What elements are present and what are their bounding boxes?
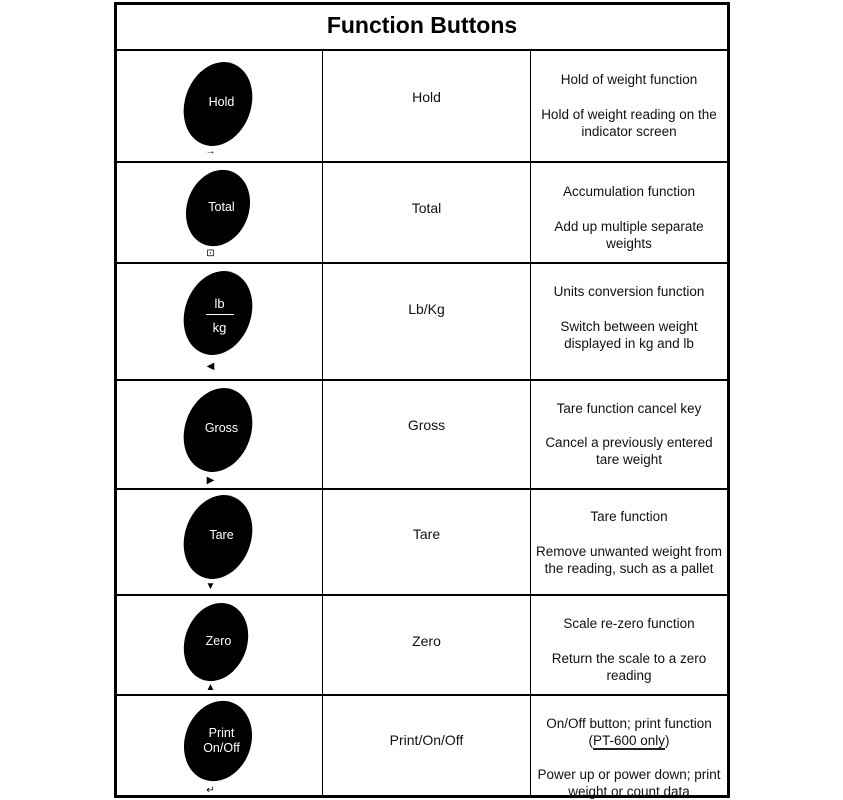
button-icon-cell bbox=[117, 381, 322, 488]
function-name: Lb/Kg bbox=[408, 301, 445, 317]
function-description: Cancel a previously entered tare weight bbox=[545, 435, 713, 467]
name-cell bbox=[323, 696, 530, 798]
description-cell bbox=[531, 696, 727, 798]
button-icon-cell bbox=[117, 51, 322, 161]
table-row-total bbox=[117, 161, 727, 262]
table-row-zero bbox=[117, 594, 727, 694]
table-row-gross bbox=[117, 379, 727, 488]
table-row-tare bbox=[117, 488, 727, 594]
left-triangle-icon: ◀ bbox=[206, 361, 215, 372]
accumulate-icon: ⊡ bbox=[206, 248, 215, 259]
up-triangle-icon: ▲ bbox=[205, 682, 216, 693]
function-name: Hold bbox=[412, 89, 441, 105]
function-description: Switch between weight displayed in kg and lb bbox=[560, 319, 698, 351]
name-cell bbox=[323, 51, 530, 161]
function-name: Tare bbox=[412, 526, 441, 542]
fraction-line bbox=[206, 314, 234, 315]
function-name: Zero bbox=[412, 633, 441, 649]
lbkg-button-icon bbox=[172, 261, 263, 364]
enter-arrow-icon: ↵ bbox=[206, 785, 215, 796]
description-cell bbox=[531, 596, 727, 694]
function-name: Print/On/Off bbox=[389, 732, 464, 748]
kg-label: kg bbox=[212, 320, 227, 335]
table-row-print-on-off bbox=[117, 694, 727, 798]
function-description: Remove unwanted weight from the reading, such as a pallet bbox=[535, 544, 723, 576]
model-note: (PT-600 only) bbox=[588, 733, 670, 748]
on-off-label: On/Off bbox=[203, 741, 240, 755]
button-icon-cell bbox=[117, 490, 322, 594]
right-triangle-icon: ▶ bbox=[206, 475, 215, 486]
print-label: Print bbox=[208, 726, 235, 740]
function-heading: Scale re-zero function bbox=[563, 616, 695, 631]
model-note-text: PT-600 only bbox=[592, 733, 666, 748]
function-heading: Accumulation function bbox=[562, 184, 696, 199]
right-arrow-icon: → bbox=[205, 146, 216, 157]
function-description: Hold of weight reading on the indicator screen bbox=[541, 107, 717, 139]
table-row-lbkg bbox=[117, 262, 727, 379]
button-icon-cell bbox=[117, 264, 322, 379]
name-cell bbox=[323, 264, 530, 379]
function-heading: Hold of weight function bbox=[560, 72, 698, 87]
name-cell bbox=[323, 163, 530, 262]
description-cell bbox=[531, 264, 727, 379]
hold-button-label: Hold bbox=[208, 95, 235, 109]
button-icon-cell bbox=[117, 163, 322, 262]
table-title: Function Buttons bbox=[326, 12, 518, 38]
function-description: Power up or power down; print weight or count data bbox=[537, 767, 721, 799]
name-cell bbox=[323, 381, 530, 488]
function-heading: Units conversion function bbox=[553, 284, 705, 299]
total-button-label: Total bbox=[208, 200, 235, 214]
function-name: Total bbox=[411, 200, 442, 216]
button-icon-cell bbox=[117, 696, 322, 798]
description-cell bbox=[531, 51, 727, 161]
description-cell bbox=[531, 490, 727, 594]
name-cell bbox=[323, 490, 530, 594]
function-heading: Tare function cancel key bbox=[556, 401, 702, 416]
function-buttons-table bbox=[114, 2, 730, 798]
description-cell bbox=[531, 163, 727, 262]
zero-button-label: Zero bbox=[205, 634, 232, 648]
description-cell bbox=[531, 381, 727, 488]
name-cell bbox=[323, 596, 530, 694]
function-description: Return the scale to a zero reading bbox=[551, 651, 707, 683]
gross-button-label: Gross bbox=[204, 421, 239, 435]
function-heading: On/Off button; print function bbox=[546, 716, 712, 731]
button-icon-cell bbox=[117, 596, 322, 694]
function-description: Add up multiple separate weights bbox=[554, 219, 704, 251]
down-triangle-icon: ▼ bbox=[205, 581, 216, 592]
tare-button-label: Tare bbox=[209, 528, 234, 542]
function-heading: Tare function bbox=[590, 509, 668, 524]
table-row-hold bbox=[117, 49, 727, 161]
function-name: Gross bbox=[407, 417, 446, 433]
lb-label: lb bbox=[214, 296, 225, 311]
